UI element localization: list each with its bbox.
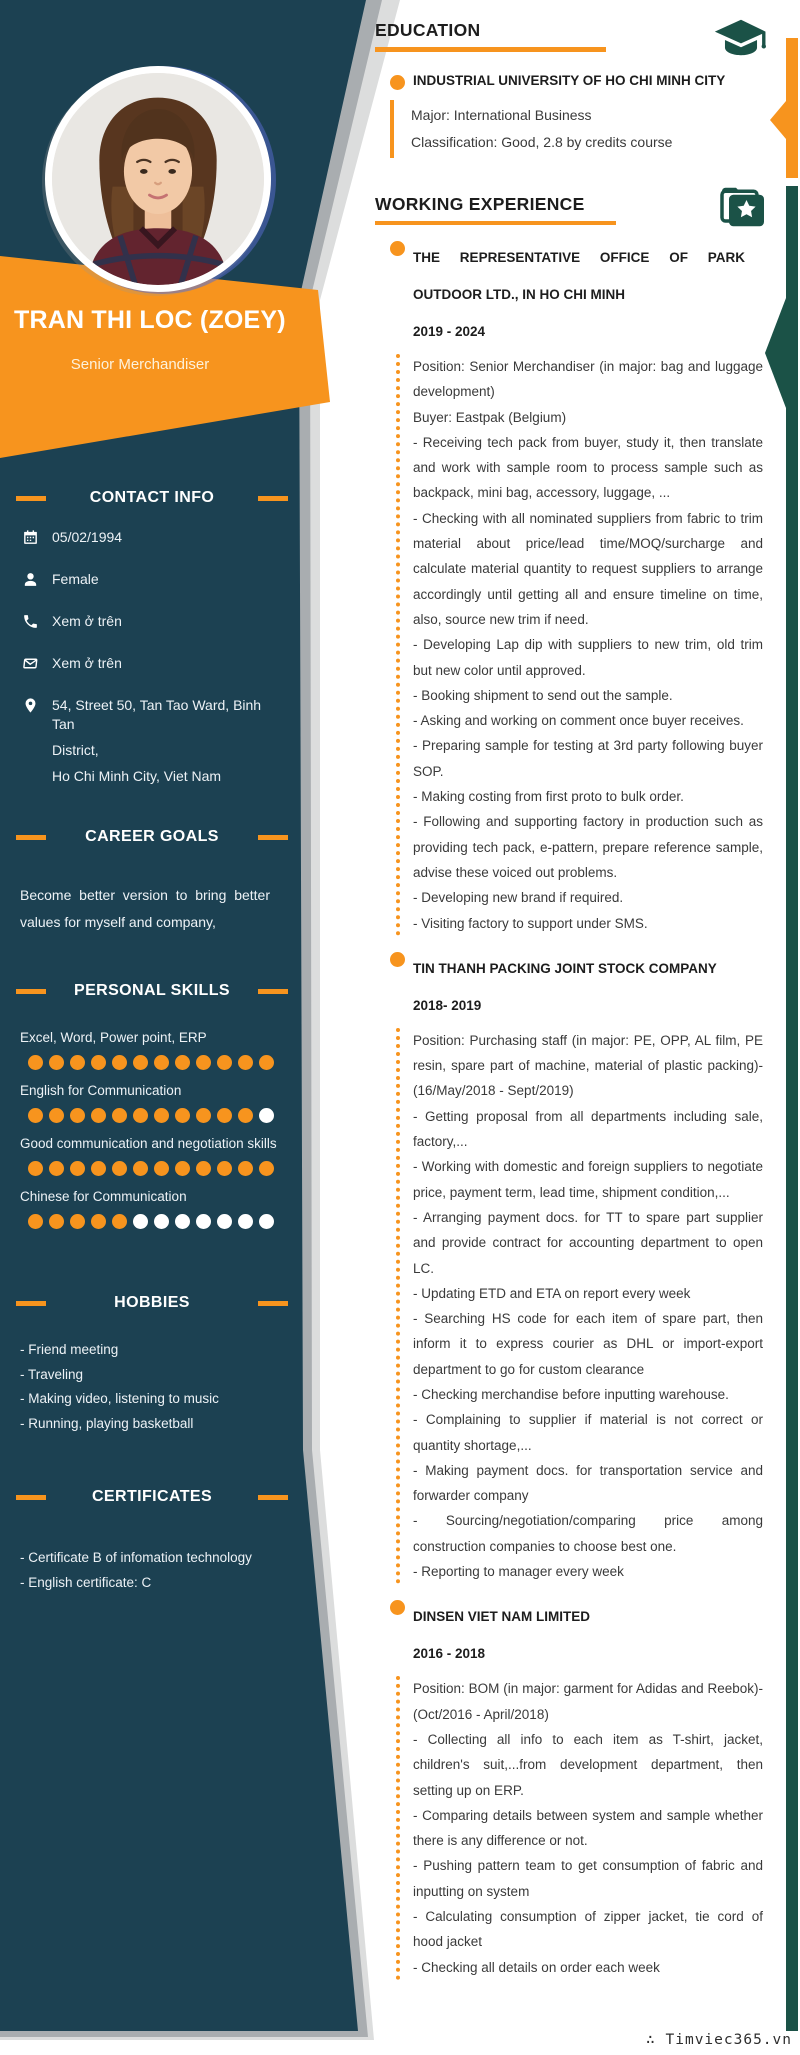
location-icon	[22, 697, 39, 714]
job-paragraph: - Sourcing/negotiation/comparing price among construction companies to choose best one.	[413, 1513, 763, 1554]
job-paragraph: - Making costing from first proto to bulk order.	[413, 789, 684, 805]
skill-dot	[175, 1108, 190, 1123]
hobby-item: - Running, playing basketball	[20, 1415, 194, 1431]
skill-dot	[70, 1214, 85, 1229]
job-paragraph: - Checking merchandise before inputting warehouse.	[413, 1386, 729, 1402]
skill-dot	[259, 1214, 274, 1229]
skill-dot	[154, 1108, 169, 1123]
job-paragraph: - Developing new brand if required.	[413, 890, 624, 906]
job-period: 2019 - 2024	[413, 324, 486, 339]
envelope-icon	[22, 655, 39, 672]
job-paragraph: Buyer: Eastpak (Belgium)	[413, 409, 567, 425]
contact-text-line: Xem ở trên	[52, 655, 122, 671]
skill-dot	[217, 1108, 232, 1123]
skill-dot	[175, 1055, 190, 1070]
hobby-item: - Traveling	[20, 1366, 84, 1382]
certificates-heading-label: CERTIFICATES	[91, 1488, 213, 1505]
skill-dot	[259, 1055, 274, 1070]
job-period: 2018- 2019	[413, 997, 482, 1013]
job-paragraph: - Booking shipment to send out the sample.	[413, 687, 673, 703]
contact-text	[52, 570, 99, 589]
contact-text	[52, 528, 122, 547]
skill-dot	[49, 1214, 64, 1229]
contact-item	[22, 612, 282, 631]
skill-item	[20, 1189, 282, 1229]
heading-dash-right	[258, 989, 288, 994]
education-detail-classification: Classification: Good, 2.8 by credits course	[411, 133, 673, 150]
skill-dot	[238, 1161, 253, 1176]
skill-level-dots	[28, 1055, 282, 1070]
skill-dot	[154, 1161, 169, 1176]
job-description	[396, 1028, 763, 1585]
job-paragraph: - Following and supporting factory in production such as providing tech pack, e-pattern, prepare reference sample, advise these voiced out problems.	[413, 814, 763, 880]
skill-dot	[133, 1108, 148, 1123]
skill-dot	[238, 1214, 253, 1229]
skill-dot	[49, 1108, 64, 1123]
job-entry	[390, 1598, 763, 1980]
job-paragraph: - Reporting to manager every week	[413, 1564, 624, 1580]
phone-icon	[22, 613, 39, 630]
skill-dot	[70, 1108, 85, 1123]
skill-item	[20, 1030, 282, 1070]
right-strip-orange	[786, 38, 798, 178]
job-paragraph: - Collecting all info to each item as T-shirt, jacket, children's suit,...from development department, then setting up on ERP.	[413, 1731, 763, 1798]
job-paragraph: Position: BOM (in major: garment for Adidas and Reebok)- (Oct/2016 - April/2018)	[413, 1681, 763, 1722]
person-icon	[22, 571, 39, 588]
skill-dot	[259, 1108, 274, 1123]
skill-dot	[28, 1214, 43, 1229]
certificate-item: - Certificate B of infomation technology	[20, 1550, 252, 1565]
skill-label: English for Communication	[20, 1083, 182, 1098]
skill-dot	[112, 1055, 127, 1070]
hobby-item: - Friend meeting	[20, 1342, 119, 1357]
heading-dash-left	[16, 989, 46, 994]
job-paragraph: - Preparing sample for testing at 3rd party following buyer SOP.	[413, 738, 763, 779]
job-paragraph: - Pushing pattern team to get consumption of fabric and inputting on system	[413, 1858, 763, 1899]
skills-heading-label: PERSONAL SKILLS	[74, 982, 230, 999]
job-paragraph: - Working with domestic and foreign suppliers to negotiate price, payment term, lead time, shipment condition,...	[413, 1159, 763, 1200]
skill-dot	[91, 1055, 106, 1070]
jobs-list	[375, 239, 763, 1980]
skill-dot	[259, 1161, 274, 1176]
job-company: DINSEN VIET NAM LIMITED	[413, 1609, 591, 1625]
skill-dot	[196, 1108, 211, 1123]
skill-level-dots	[28, 1214, 282, 1229]
skill-dot	[217, 1214, 232, 1229]
job-paragraph: Position: Senior Merchandiser (in major: bag and luggage development)	[413, 359, 763, 400]
certificates-list	[20, 1546, 252, 1595]
job-paragraph: - Calculating consumption of zipper jacket, tie cord of hood jacket	[413, 1909, 763, 1950]
job-paragraph: - Comparing details between system and sample whether there is any difference or not.	[413, 1807, 763, 1849]
job-paragraph: - Developing Lap dip with suppliers to new trim, old trim but new color until approved.	[413, 637, 763, 678]
skill-dot	[133, 1214, 148, 1229]
career-section-heading	[16, 828, 288, 846]
job-company: THE REPRESENTATIVE OFFICE OF PARK OUTDOOR LTD., IN HO CHI MINH	[413, 250, 745, 302]
skill-dot	[49, 1055, 64, 1070]
heading-dash-left	[16, 1495, 46, 1500]
heading-dash-left	[16, 1301, 46, 1306]
job-company: TIN THANH PACKING JOINT STOCK COMPANY	[413, 960, 717, 976]
contact-text-line: 05/02/1994	[52, 529, 123, 545]
education-entry	[390, 73, 763, 158]
skill-dot	[70, 1161, 85, 1176]
right-strip-orange-arrow	[770, 101, 786, 139]
skill-dot	[112, 1108, 127, 1123]
skill-label: Excel, Word, Power point, ERP	[20, 1030, 207, 1045]
job-paragraph: - Updating ETD and ETA on report every week	[413, 1285, 691, 1301]
skill-dot	[196, 1055, 211, 1070]
skills-list	[20, 1030, 282, 1242]
heading-dash-right	[258, 1301, 288, 1306]
experience-heading: WORKING EXPERIENCE	[375, 193, 585, 214]
heading-dash-right	[258, 1495, 288, 1500]
contact-text-line: Xem ở trên	[52, 613, 122, 629]
skill-dot	[91, 1161, 106, 1176]
hobbies-list	[20, 1338, 219, 1436]
contact-item	[22, 654, 282, 673]
skill-dot	[28, 1055, 43, 1070]
job-paragraph: Position: Purchasing staff (in major: PE, OPP, AL film, PE resin, spare part of machine, material of plastic packing)- (16/May/2018 - Sept/2019)	[413, 1032, 763, 1099]
skill-dot	[175, 1214, 190, 1229]
job-period: 2016 - 2018	[413, 1646, 486, 1662]
contact-text-line: Ho Chi Minh City, Viet Nam	[52, 768, 222, 784]
skill-dot	[196, 1214, 211, 1229]
contact-item	[22, 528, 282, 547]
skill-label: Chinese for Communication	[20, 1189, 187, 1204]
school-name: INDUSTRIAL UNIVERSITY OF HO CHI MINH CITY	[413, 72, 726, 88]
certificate-item: - English certificate: C	[20, 1574, 152, 1590]
job-paragraph: - Checking all details on order each week	[413, 1959, 660, 1975]
skill-label: Good communication and negotiation skills	[20, 1136, 277, 1151]
profile-photo	[45, 66, 271, 292]
contact-text	[52, 696, 282, 789]
contact-text-line: District,	[52, 742, 99, 758]
certificates-section-heading	[16, 1488, 288, 1506]
contact-item	[22, 570, 282, 589]
calendar-icon	[22, 529, 39, 546]
main-column	[375, 10, 763, 1980]
job-description	[396, 354, 763, 936]
job-paragraph: - Checking with all nominated suppliers from fabric to trim material about price/lead time/MOQ/surcharge and calculate material quantity to request suppliers to arrange accordingly until getting all and ensure timeline on time, also, source new trim if need.	[413, 510, 763, 627]
heading-dash-right	[258, 496, 288, 501]
job-paragraph: - Asking and working on comment once buyer receives.	[413, 713, 744, 729]
skill-dot	[154, 1055, 169, 1070]
heading-dash-left	[16, 835, 46, 840]
skill-dot	[238, 1108, 253, 1123]
skill-dot	[49, 1161, 64, 1176]
skill-dot	[28, 1108, 43, 1123]
job-paragraph: - Visiting factory to support under SMS.	[413, 915, 648, 931]
job-paragraph: - Getting proposal from all departments including sale, factory,...	[413, 1108, 763, 1150]
skill-dot	[217, 1055, 232, 1070]
right-strip-green-arrow	[765, 298, 786, 408]
portrait-illustration	[52, 73, 264, 285]
job-description	[396, 1676, 763, 1980]
right-strip-green	[786, 186, 798, 2031]
job-paragraph: - Receiving tech pack from buyer, study it, then translate and work with sample room to process sample such as backpack, mini bag, accessory, luggage, ...	[413, 434, 763, 501]
contact-text-line: Female	[52, 571, 99, 587]
skill-level-dots	[28, 1161, 282, 1176]
skill-dot	[238, 1055, 253, 1070]
contact-list	[22, 528, 282, 812]
education-underline	[375, 47, 606, 52]
heading-dash-right	[258, 835, 288, 840]
skills-section-heading	[16, 982, 288, 1000]
folder-star-icon	[720, 186, 766, 228]
skill-dot	[112, 1161, 127, 1176]
contact-text-line: 54, Street 50, Tan Tao Ward, Binh Tan	[52, 697, 262, 732]
person-name: TRAN THI LOC (ZOEY)	[14, 306, 286, 334]
skill-dot	[112, 1214, 127, 1229]
skill-dot	[28, 1161, 43, 1176]
hobbies-section-heading	[16, 1294, 288, 1312]
hobbies-heading-label: HOBBIES	[114, 1294, 190, 1311]
hobby-item: - Making video, listening to music	[20, 1391, 219, 1407]
education-heading: EDUCATION	[375, 20, 481, 40]
education-details	[390, 100, 763, 158]
skill-item	[20, 1083, 282, 1123]
job-paragraph: - Arranging payment docs. for TT to spare part supplier and provide contract for accounting department to open LC.	[413, 1209, 763, 1276]
job-entry	[390, 239, 763, 936]
skill-dot	[91, 1214, 106, 1229]
skill-level-dots	[28, 1108, 282, 1123]
graduation-cap-icon	[714, 18, 768, 62]
site-brand: ∴ Timviec365.vn	[646, 2032, 792, 2048]
contact-item	[22, 696, 282, 789]
job-paragraph: - Complaining to supplier if material is not correct or quantity shortage,...	[413, 1412, 763, 1453]
job-paragraph: - Making payment docs. for transportation service and forwarder company	[413, 1462, 763, 1504]
skill-dot	[196, 1161, 211, 1176]
contact-heading-label: CONTACT INFO	[89, 489, 215, 506]
skill-dot	[70, 1055, 85, 1070]
skill-dot	[154, 1214, 169, 1229]
job-paragraph: - Searching HS code for each item of spare part, then inform it to express courier as DHL or import-export department to go for custom clearance	[413, 1311, 763, 1377]
heading-dash-left	[16, 496, 46, 501]
skill-dot	[133, 1055, 148, 1070]
person-job-title: Senior Merchandiser	[70, 356, 210, 373]
skill-dot	[175, 1161, 190, 1176]
skill-dot	[133, 1161, 148, 1176]
skill-item	[20, 1136, 282, 1176]
career-goals-text: Become better version to bring better values for myself and company,	[20, 887, 270, 930]
education-detail-major: Major: International Business	[411, 106, 592, 123]
experience-underline	[375, 221, 616, 226]
skill-dot	[91, 1108, 106, 1123]
contact-text	[52, 654, 122, 673]
career-heading-label: CAREER GOALS	[85, 828, 219, 845]
job-entry	[390, 950, 763, 1585]
skill-dot	[217, 1161, 232, 1176]
contact-text	[52, 612, 122, 631]
contact-section-heading	[16, 489, 288, 507]
